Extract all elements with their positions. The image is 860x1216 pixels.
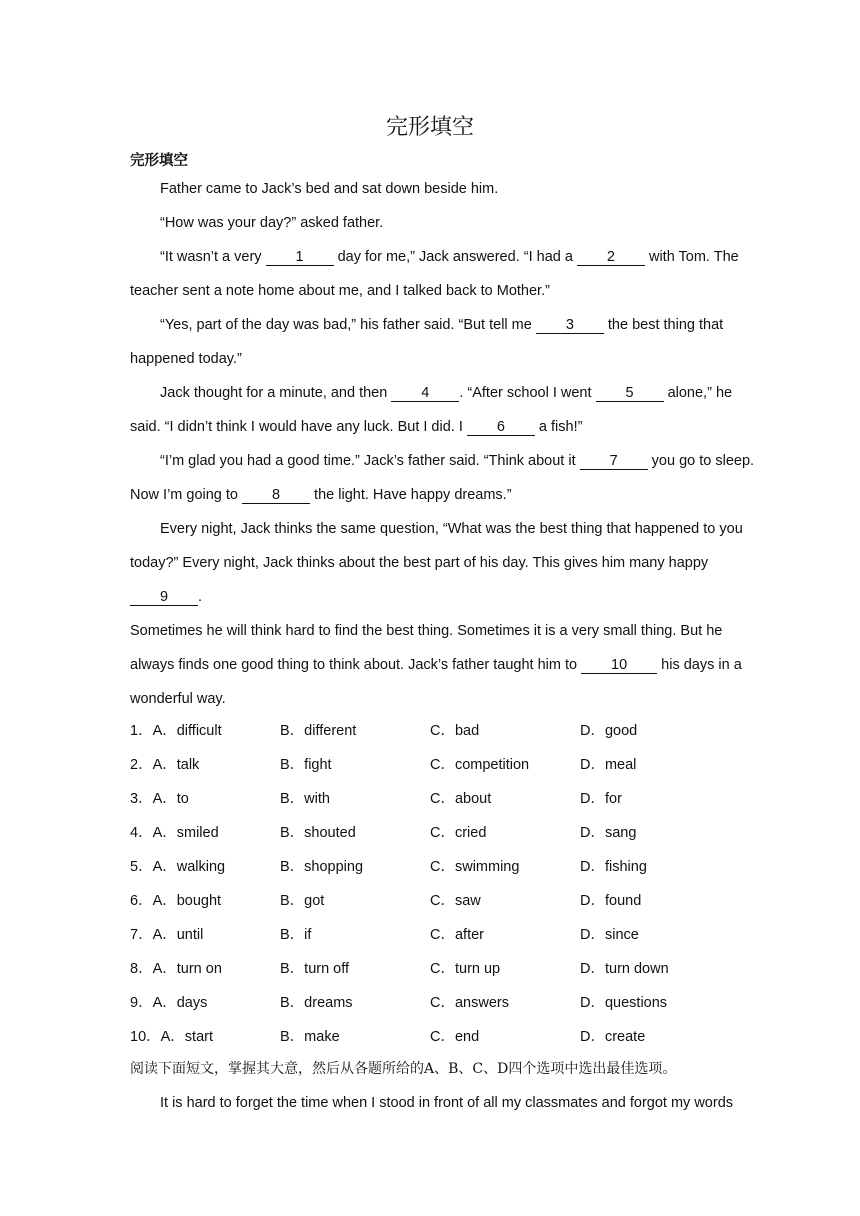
option-b: B．got — [280, 893, 325, 909]
option-row — [130, 856, 750, 878]
passage-line — [130, 416, 582, 438]
text-run: Now I’m going to — [130, 487, 243, 503]
instructions: 阅读下面短文，掌握其大意，然后从各题所给的A、B、C、D四个选项中选出最佳选项。 — [130, 1061, 677, 1077]
passage-line: Sometimes he will think hard to find the best thing. Sometimes it is a very small thing. But he — [130, 623, 723, 639]
passage-line — [130, 484, 512, 506]
passage-line — [160, 314, 723, 336]
option-d: D．create — [580, 1029, 646, 1045]
blank-5: 5 — [596, 385, 664, 402]
text-run: “Yes, part of the day was bad,” his father said. “But tell me — [160, 317, 536, 333]
text-run: alone,” he — [663, 385, 733, 401]
option-row — [130, 822, 750, 844]
passage-line: “How was your day?” asked father. — [160, 215, 384, 231]
next-passage-line: It is hard to forget the time when I stood in front of all my classmates and forgot my words — [160, 1095, 734, 1111]
passage-line — [130, 586, 202, 608]
option-row — [130, 992, 750, 1014]
option-row — [130, 754, 750, 776]
option-b: B．shopping — [280, 859, 364, 875]
text-run: a fish!” — [534, 419, 583, 435]
passage-line: teacher sent a note home about me, and I talked back to Mother.” — [130, 283, 550, 299]
option-a: 2．A．talk — [130, 757, 200, 773]
text-run: day for me,” Jack answered. “I had a — [333, 249, 577, 265]
blank-7: 7 — [580, 453, 648, 470]
option-d: D．sang — [580, 825, 637, 841]
option-d: D．fishing — [580, 859, 647, 875]
text-run: “I’m glad you had a good time.” Jack’s father said. “Think about it — [160, 453, 580, 469]
blank-3: 3 — [536, 317, 604, 334]
blank-4: 4 — [391, 385, 459, 402]
option-d: D．since — [580, 927, 639, 943]
option-b: B．turn off — [280, 961, 350, 977]
blank-6: 6 — [467, 419, 535, 436]
blank-9: 9 — [130, 589, 198, 606]
option-d: D．good — [580, 723, 638, 739]
blank-2: 2 — [577, 249, 645, 266]
blank-10: 10 — [581, 657, 657, 674]
option-d: D．for — [580, 791, 622, 807]
option-a: 7．A．until — [130, 927, 204, 943]
option-b: B．dreams — [280, 995, 353, 1011]
passage-line: today?” Every night, Jack thinks about the best part of his day. This gives him many happy — [130, 555, 709, 571]
passage-line — [160, 450, 754, 472]
option-c: C．answers — [430, 995, 509, 1011]
text-run: always finds one good thing to think about. Jack’s father taught him to — [130, 657, 582, 673]
option-d: D．turn down — [580, 961, 669, 977]
passage-line — [160, 382, 732, 404]
text-run: with Tom. The — [644, 249, 739, 265]
text-run: his days in a — [657, 657, 742, 673]
blank-8: 8 — [242, 487, 310, 504]
option-a: 6．A．bought — [130, 893, 222, 909]
passage-line: wonderful way. — [130, 691, 226, 707]
option-row — [130, 720, 750, 742]
option-c: C．bad — [430, 723, 480, 739]
option-b: B．shouted — [280, 825, 356, 841]
text-run: said. “I didn’t think I would have any luck. But I did. I — [130, 419, 467, 435]
option-b: B．different — [280, 723, 357, 739]
option-a: 10．A．start — [130, 1029, 213, 1045]
text-run: Jack thought for a minute, and then — [160, 385, 392, 401]
text-run: the best thing that — [603, 317, 724, 333]
text-run: you go to sleep. — [647, 453, 755, 469]
passage-line: happened today.” — [130, 351, 242, 367]
option-row — [130, 924, 750, 946]
text-run: . “After school I went — [459, 385, 596, 401]
blank-1: 1 — [266, 249, 334, 266]
passage-line — [130, 654, 742, 676]
option-b: B．fight — [280, 757, 332, 773]
option-c: C．about — [430, 791, 492, 807]
option-a: 9．A．days — [130, 995, 208, 1011]
text-run: “It wasn’t a very — [160, 249, 266, 265]
option-b: B．with — [280, 791, 330, 807]
option-c: C．swimming — [430, 859, 520, 875]
option-a: 1．A．difficult — [130, 723, 222, 739]
option-d: D．questions — [580, 995, 668, 1011]
option-a: 5．A．walking — [130, 859, 226, 875]
page-title: 完形填空 — [385, 114, 474, 139]
option-row — [130, 958, 750, 980]
passage-line: Father came to Jack’s bed and sat down beside him. — [160, 181, 499, 197]
option-c: C．saw — [430, 893, 481, 909]
option-row — [130, 788, 750, 810]
passage-line: Every night, Jack thinks the same question, “What was the best thing that happened to you — [160, 521, 743, 537]
option-d: D．found — [580, 893, 642, 909]
text-run: . — [198, 589, 203, 605]
text-run: the light. Have happy dreams.” — [310, 487, 512, 503]
passage-line — [160, 246, 739, 268]
option-c: C．turn up — [430, 961, 501, 977]
option-c: C．end — [430, 1029, 480, 1045]
section-label: 完形填空 — [130, 153, 188, 169]
option-b: B．if — [280, 927, 312, 943]
option-a: 8．A．turn on — [130, 961, 222, 977]
option-c: C．competition — [430, 757, 530, 773]
option-a: 3．A．to — [130, 791, 189, 807]
option-c: C．after — [430, 927, 484, 943]
option-a: 4．A．smiled — [130, 825, 219, 841]
option-d: D．meal — [580, 757, 637, 773]
option-c: C．cried — [430, 825, 487, 841]
option-row — [130, 1026, 750, 1048]
option-row — [130, 890, 750, 912]
option-b: B．make — [280, 1029, 340, 1045]
